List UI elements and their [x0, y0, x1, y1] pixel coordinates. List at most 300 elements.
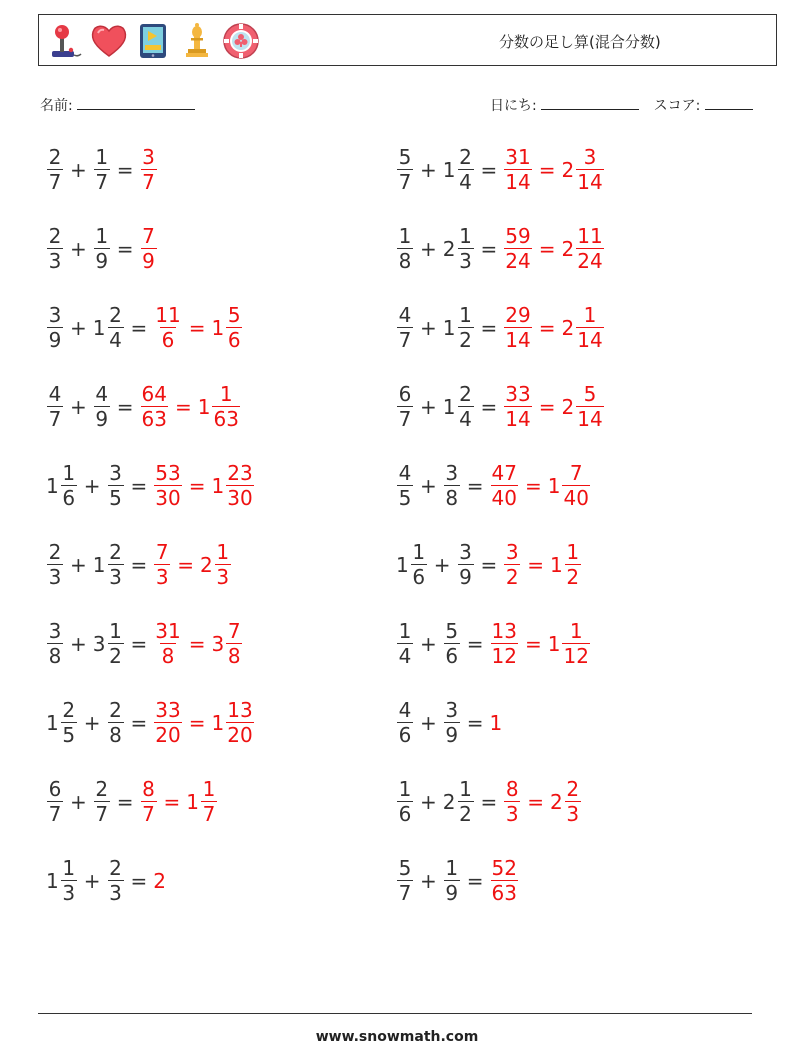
problem-item	[396, 226, 605, 271]
plus-sign: +	[70, 394, 87, 419]
answer-denominator: 9	[142, 249, 155, 273]
answer-denominator: 14	[505, 170, 531, 194]
equals-sign: =	[480, 394, 498, 419]
term-numerator: 2	[109, 856, 122, 880]
answer-numerator: 7	[155, 540, 169, 564]
footer-url: www.snowmath.com	[315, 1029, 479, 1045]
answer-denominator: 6	[161, 328, 175, 352]
footer-divider	[38, 1013, 752, 1014]
answer-whole: 1	[547, 631, 561, 656]
term-fraction	[108, 305, 124, 350]
answer	[503, 147, 604, 192]
answer	[140, 147, 158, 192]
answer-whole: 3	[211, 631, 225, 656]
equals-sign: =	[527, 552, 545, 577]
play-tablet-icon	[133, 21, 173, 61]
answer-denominator: 24	[577, 249, 603, 273]
term-fraction	[444, 621, 460, 666]
term-fraction	[47, 779, 63, 824]
answer-numerator: 11	[155, 303, 181, 327]
plus-sign: +	[70, 631, 87, 656]
answer-fraction	[154, 700, 181, 745]
equals-sign: =	[116, 394, 134, 419]
term-numerator: 3	[445, 698, 459, 722]
term-whole: 1	[46, 473, 59, 498]
term-numerator: 2	[95, 777, 109, 801]
term-denominator: 2	[459, 802, 472, 826]
term-fraction	[458, 305, 474, 350]
problem-item	[396, 147, 605, 192]
term-fraction	[444, 858, 460, 903]
term-fraction	[61, 858, 77, 903]
answer	[153, 700, 254, 745]
term-numerator: 1	[398, 224, 412, 248]
answer-whole: 2	[200, 552, 213, 577]
term-denominator: 7	[398, 407, 412, 431]
term-numerator: 4	[95, 382, 109, 406]
answer-fraction	[226, 621, 242, 666]
answer-numerator: 53	[155, 461, 181, 485]
answer-fraction	[504, 542, 520, 587]
plus-sign: +	[420, 631, 437, 656]
term-whole: 1	[396, 552, 409, 577]
answer-fraction	[141, 384, 168, 429]
answer-denominator: 12	[563, 644, 589, 668]
problem-item	[396, 305, 605, 350]
term-whole: 2	[442, 789, 456, 814]
term-fraction	[411, 542, 427, 587]
term-numerator: 1	[62, 856, 76, 880]
answer-denominator: 3	[566, 802, 580, 826]
equals-sign: =	[130, 710, 148, 735]
answer-numerator: 1	[569, 619, 583, 643]
term-numerator: 2	[109, 698, 122, 722]
answer	[140, 779, 219, 824]
term-numerator: 5	[398, 856, 412, 880]
answer-denominator: 20	[227, 723, 253, 747]
term-numerator: 1	[95, 145, 109, 169]
answer-denominator: 63	[491, 881, 517, 905]
term-fraction	[397, 779, 413, 824]
plus-sign: +	[70, 315, 87, 340]
equals-sign: =	[524, 631, 542, 656]
answer	[490, 711, 504, 735]
term-denominator: 7	[95, 170, 109, 194]
term-denominator: 8	[445, 486, 459, 510]
term-whole: 3	[92, 631, 106, 656]
answer-whole: 1	[197, 394, 211, 419]
answer-fraction	[226, 700, 253, 745]
term-whole: 1	[442, 394, 456, 419]
term-denominator: 3	[62, 881, 76, 905]
answer-denominator: 14	[577, 170, 603, 194]
answer	[503, 384, 604, 429]
term-numerator: 1	[95, 224, 109, 248]
problem-item	[46, 305, 243, 350]
term-fraction	[458, 779, 474, 824]
term-numerator: 3	[109, 461, 122, 485]
answer-fraction	[215, 542, 231, 587]
problem-item	[46, 621, 243, 666]
term-fraction	[444, 700, 460, 745]
plus-sign: +	[420, 236, 437, 261]
answer-numerator: 52	[491, 856, 517, 880]
term-denominator: 4	[398, 644, 412, 668]
term-whole: 1	[92, 552, 106, 577]
answer-numerator: 33	[155, 698, 181, 722]
answer-fraction	[562, 621, 589, 666]
term-numerator: 2	[459, 145, 472, 169]
term-numerator: 1	[109, 619, 122, 643]
answer-numerator: 31	[155, 619, 181, 643]
answer-numerator: 3	[583, 145, 597, 169]
answer	[490, 858, 519, 903]
term-denominator: 9	[459, 565, 472, 589]
term-numerator: 4	[398, 698, 412, 722]
answer-fraction	[491, 463, 518, 508]
equals-sign: =	[130, 868, 148, 893]
answer-whole: 1	[211, 315, 225, 340]
term-whole: 2	[442, 236, 456, 261]
problem-item	[396, 779, 582, 824]
term-fraction	[397, 858, 413, 903]
answer-denominator: 8	[161, 644, 175, 668]
plus-sign: +	[420, 394, 437, 419]
term-fraction	[94, 226, 110, 271]
name-label: 名前:	[40, 98, 73, 114]
term-whole: 1	[442, 157, 456, 182]
answer-fraction	[141, 779, 157, 824]
term-denominator: 6	[398, 802, 412, 826]
equals-sign: =	[188, 315, 206, 340]
term-whole: 1	[46, 868, 59, 893]
term-numerator: 2	[48, 145, 62, 169]
answer-fraction	[154, 463, 181, 508]
answer-fraction	[565, 779, 581, 824]
term-numerator: 2	[109, 540, 122, 564]
answer-fraction	[504, 779, 520, 824]
plus-sign: +	[420, 789, 437, 814]
answer-numerator: 8	[142, 777, 155, 801]
worksheet-header	[38, 14, 777, 66]
term-denominator: 4	[109, 328, 122, 352]
plus-sign: +	[420, 473, 437, 498]
answer-whole: 2	[561, 236, 575, 261]
answer-whole: 2	[561, 315, 575, 340]
answer-denominator: 3	[505, 802, 519, 826]
term-numerator: 3	[459, 540, 472, 564]
answer-denominator: 30	[227, 486, 253, 510]
term-fraction	[397, 621, 413, 666]
term-fraction	[458, 226, 474, 271]
term-numerator: 2	[109, 303, 122, 327]
term-denominator: 7	[48, 802, 62, 826]
term-whole: 1	[442, 315, 456, 340]
answer-fraction	[562, 463, 589, 508]
answer-denominator: 14	[505, 407, 531, 431]
equals-sign: =	[188, 631, 206, 656]
equals-sign: =	[188, 473, 206, 498]
answer-denominator: 3	[155, 565, 169, 589]
equals-sign: =	[480, 789, 498, 814]
term-fraction	[458, 542, 474, 587]
answer-fraction	[491, 621, 518, 666]
term-denominator: 5	[109, 486, 122, 510]
equals-sign: =	[466, 473, 484, 498]
term-numerator: 4	[48, 382, 62, 406]
term-denominator: 7	[398, 170, 412, 194]
equals-sign: =	[116, 157, 134, 182]
problem-item	[396, 463, 591, 508]
term-fraction	[397, 226, 413, 271]
term-fraction	[94, 384, 110, 429]
term-denominator: 3	[109, 881, 122, 905]
term-denominator: 6	[398, 723, 412, 747]
problem-item	[46, 858, 167, 903]
answer-denominator: 30	[155, 486, 181, 510]
term-numerator: 1	[459, 777, 472, 801]
plus-sign: +	[83, 868, 101, 893]
term-fraction	[444, 463, 460, 508]
icon-strip	[45, 21, 265, 61]
plus-sign: +	[83, 473, 101, 498]
answer-denominator: 40	[563, 486, 589, 510]
term-numerator: 1	[398, 619, 412, 643]
answer-fraction	[212, 384, 239, 429]
answer-fraction	[576, 305, 603, 350]
answer-numerator: 13	[227, 698, 253, 722]
term-numerator: 2	[62, 698, 76, 722]
term-denominator: 3	[48, 565, 62, 589]
answer-denominator: 14	[577, 407, 603, 431]
term-fraction	[94, 779, 110, 824]
answer-denominator: 63	[141, 407, 167, 431]
answer-numerator: 1	[202, 777, 216, 801]
term-denominator: 7	[398, 881, 412, 905]
plus-sign: +	[70, 789, 87, 814]
answer-numerator: 5	[227, 303, 241, 327]
term-numerator: 2	[459, 382, 472, 406]
answer-whole: 1	[547, 473, 561, 498]
term-denominator: 9	[445, 881, 459, 905]
answer	[503, 226, 604, 271]
term-numerator: 2	[48, 224, 62, 248]
answer-fraction	[576, 226, 603, 271]
answer	[153, 542, 232, 587]
problem-item	[46, 384, 241, 429]
plus-sign: +	[433, 552, 451, 577]
answer-whole: 1	[211, 710, 225, 735]
answer-whole: 2	[561, 157, 575, 182]
answer-fraction	[154, 542, 170, 587]
answer	[503, 542, 582, 587]
term-fraction	[108, 542, 124, 587]
term-numerator: 1	[459, 224, 472, 248]
term-fraction	[458, 384, 474, 429]
term-fraction	[397, 384, 413, 429]
equals-sign: =	[177, 552, 195, 577]
answer-whole: 2	[153, 868, 166, 893]
equals-sign: =	[466, 710, 484, 735]
answer-denominator: 2	[566, 565, 580, 589]
term-numerator: 6	[48, 777, 62, 801]
answer-denominator: 14	[505, 328, 531, 352]
answer-fraction	[504, 305, 531, 350]
term-denominator: 9	[48, 328, 62, 352]
term-fraction	[397, 463, 413, 508]
term-denominator: 9	[95, 249, 109, 273]
answer-denominator: 20	[155, 723, 181, 747]
problem-item	[396, 858, 519, 903]
equals-sign: =	[538, 157, 556, 182]
plus-sign: +	[70, 236, 87, 261]
term-denominator: 8	[109, 723, 122, 747]
problem-item	[46, 542, 232, 587]
answer-denominator: 63	[213, 407, 239, 431]
answer	[490, 463, 591, 508]
equals-sign: =	[480, 157, 498, 182]
term-denominator: 6	[412, 565, 426, 589]
term-fraction	[47, 542, 63, 587]
term-numerator: 6	[398, 382, 412, 406]
term-fraction	[47, 384, 63, 429]
equals-sign: =	[538, 394, 556, 419]
date-blank[interactable]	[541, 97, 639, 110]
term-denominator: 3	[459, 249, 472, 273]
term-fraction	[108, 858, 124, 903]
equals-sign: =	[466, 631, 484, 656]
answer-denominator: 12	[491, 644, 517, 668]
answer-numerator: 33	[505, 382, 531, 406]
term-fraction	[61, 700, 77, 745]
equals-sign: =	[480, 236, 498, 261]
answer-numerator: 1	[566, 540, 580, 564]
problem-item	[46, 700, 255, 745]
answer-numerator: 64	[141, 382, 167, 406]
score-blank[interactable]	[705, 97, 753, 110]
problem-item	[46, 147, 158, 192]
plus-sign: +	[420, 868, 437, 893]
term-denominator: 8	[48, 644, 62, 668]
term-denominator: 4	[459, 170, 472, 194]
term-fraction	[108, 700, 124, 745]
equals-sign: =	[163, 789, 181, 814]
answer-fraction	[154, 621, 181, 666]
answer-numerator: 3	[142, 145, 155, 169]
term-numerator: 4	[398, 303, 412, 327]
term-denominator: 3	[109, 565, 122, 589]
chess-bishop-icon	[177, 21, 217, 61]
answer-numerator: 11	[577, 224, 603, 248]
equals-sign: =	[130, 473, 148, 498]
plus-sign: +	[420, 710, 437, 735]
term-denominator: 2	[459, 328, 472, 352]
term-whole: 1	[92, 315, 106, 340]
term-numerator: 1	[62, 461, 76, 485]
answer-numerator: 8	[505, 777, 519, 801]
answer-fraction	[504, 384, 531, 429]
term-numerator: 4	[398, 461, 412, 485]
equals-sign: =	[527, 789, 545, 814]
term-numerator: 1	[412, 540, 426, 564]
answer-denominator: 2	[505, 565, 519, 589]
equals-sign: =	[130, 552, 148, 577]
plus-sign: +	[420, 157, 437, 182]
equals-sign: =	[538, 315, 556, 340]
answer-fraction	[491, 858, 518, 903]
answer	[153, 621, 243, 666]
problem-item	[46, 226, 158, 271]
answer	[153, 463, 254, 508]
term-numerator: 3	[48, 619, 62, 643]
answer-fraction	[226, 305, 242, 350]
answer-whole: 1	[550, 552, 563, 577]
answer-denominator: 24	[505, 249, 531, 273]
date-label: 日にち:	[490, 98, 537, 114]
answer-fraction	[504, 226, 531, 271]
answer-numerator: 1	[216, 540, 230, 564]
problem-item	[396, 542, 582, 587]
answer	[153, 869, 167, 893]
term-numerator: 1	[459, 303, 472, 327]
term-numerator: 5	[445, 619, 459, 643]
name-blank[interactable]	[77, 97, 195, 110]
answer-numerator: 2	[566, 777, 580, 801]
answer	[153, 305, 243, 350]
answer-numerator: 23	[227, 461, 253, 485]
score-label: スコア:	[653, 98, 701, 114]
term-denominator: 5	[62, 723, 76, 747]
answer-fraction	[154, 305, 181, 350]
heart-icon	[89, 21, 129, 61]
term-denominator: 7	[48, 407, 62, 431]
answer-whole: 2	[550, 789, 563, 814]
answer-denominator: 14	[577, 328, 603, 352]
term-numerator: 3	[445, 461, 459, 485]
plus-sign: +	[420, 315, 437, 340]
term-numerator: 3	[48, 303, 62, 327]
joystick-icon	[45, 21, 85, 61]
term-denominator: 3	[48, 249, 62, 273]
answer-fraction	[576, 147, 603, 192]
term-denominator: 5	[398, 486, 412, 510]
answer	[140, 384, 241, 429]
answer-fraction	[201, 779, 217, 824]
answer-denominator: 40	[491, 486, 517, 510]
term-denominator: 4	[459, 407, 472, 431]
answer-numerator: 1	[219, 382, 233, 406]
answer-denominator: 7	[142, 170, 155, 194]
equals-sign: =	[188, 710, 206, 735]
term-fraction	[61, 463, 77, 508]
answer-whole: 1	[489, 710, 503, 735]
term-fraction	[94, 147, 110, 192]
equals-sign: =	[480, 315, 498, 340]
answer-denominator: 7	[142, 802, 155, 826]
answer-fraction	[565, 542, 581, 587]
term-numerator: 1	[398, 777, 412, 801]
answer-numerator: 1	[583, 303, 597, 327]
answer-denominator: 3	[216, 565, 230, 589]
problem-item	[396, 384, 605, 429]
answer-fraction	[576, 384, 603, 429]
term-denominator: 7	[398, 328, 412, 352]
term-denominator: 6	[445, 644, 459, 668]
term-denominator: 8	[398, 249, 412, 273]
term-fraction	[397, 305, 413, 350]
answer-denominator: 6	[227, 328, 241, 352]
term-fraction	[458, 147, 474, 192]
